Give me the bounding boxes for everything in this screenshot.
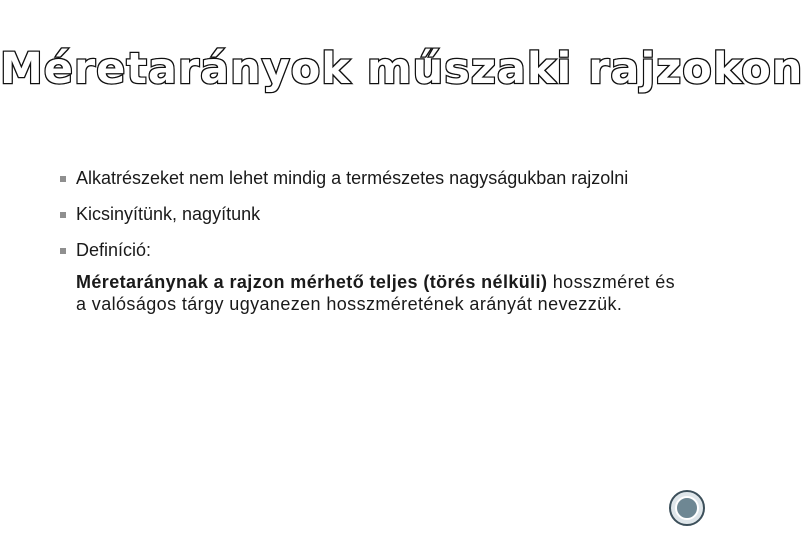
bullet-text: Kicsinyítünk, nagyítunk bbox=[76, 204, 261, 224]
definition-bold: Méretaránynak a rajzon mérhető teljes (törés nélküli) bbox=[76, 272, 548, 292]
bullet-item bbox=[60, 239, 680, 261]
bullet-marker bbox=[60, 212, 66, 218]
nav-circle-icon bbox=[675, 496, 699, 520]
definition-text bbox=[76, 271, 680, 315]
slide-content bbox=[60, 167, 680, 315]
bullet-marker bbox=[60, 248, 66, 254]
bullet-text: Definíció: bbox=[76, 240, 152, 260]
slide-title: Méretarányok műszaki rajzokon bbox=[0, 44, 803, 94]
slide-nav-button[interactable] bbox=[669, 490, 705, 526]
bullet-text: Alkatrészeket nem lehet mindig a természetes nagyságukban rajzolni bbox=[76, 168, 629, 188]
bullet-marker bbox=[60, 176, 66, 182]
bullet-item bbox=[60, 203, 680, 225]
definition-rest: hosszméret és a valóságos tárgy ugyanezen hosszméretének arányát nevezzük. bbox=[76, 272, 676, 314]
bullet-item bbox=[60, 167, 680, 189]
